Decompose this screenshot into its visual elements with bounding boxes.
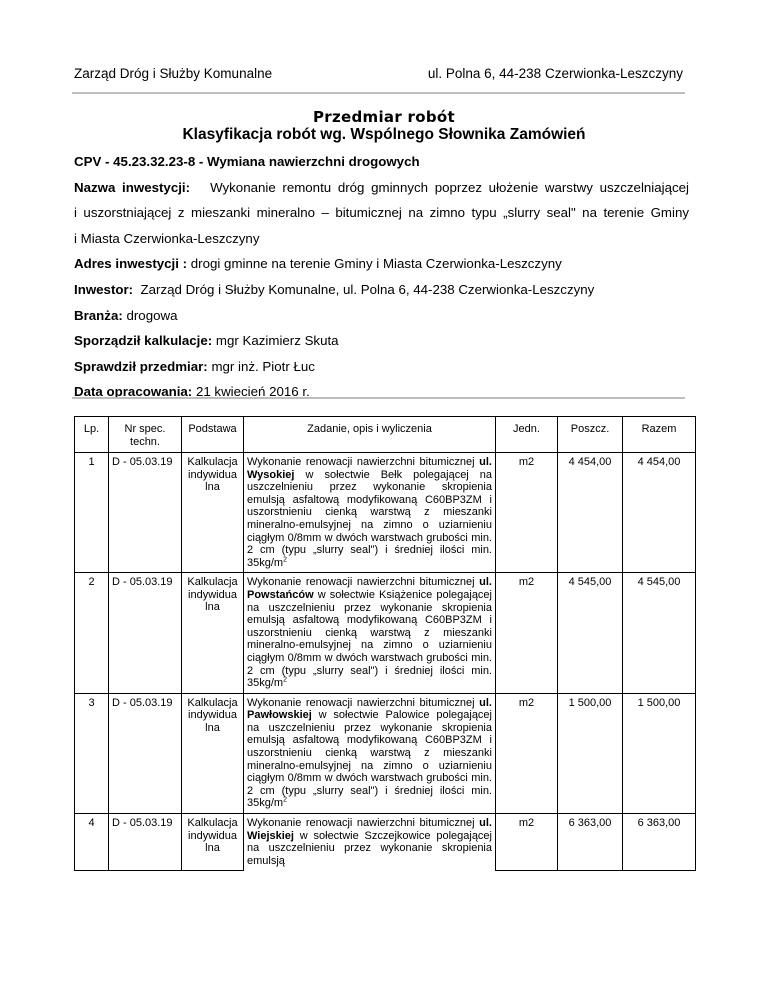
- desc-post: w sołectwie Bełk polegającej na uszczelnieniu przez wykonanie skropienia emulsją asfaltową modyfikowaną C60BP3ZM i uszorstnieniu cienką warstwą z mieszanki mineralno-emulsyjnej na zimno o uziarnieniu ciągłym 0/8mm w dwóch warstwach grubości min. 2 cm (typu „slurry seal") i średniej ilości min. 35kg/m: [247, 468, 492, 569]
- row-desc: [244, 453, 496, 573]
- items-table: [74, 416, 696, 871]
- table-header-row: [75, 417, 696, 453]
- investor-line: [74, 277, 689, 303]
- meta-divider: [72, 397, 685, 399]
- address-label: Adres inwestycji :: [74, 256, 188, 272]
- col-total: Razem: [623, 417, 696, 453]
- table-row: [75, 573, 696, 693]
- address-value: drogi gminne na terenie Gminy i Miasta Czerwionka-Leszczyny: [190, 256, 562, 272]
- row-qty: 4 454,00: [558, 453, 623, 573]
- checked-value: mgr inż. Piotr Łuc: [211, 358, 315, 374]
- desc-pre: Wykonanie renowacji nawierzchni bitumicznej: [247, 817, 480, 830]
- row-unit: m2: [496, 573, 558, 693]
- investment-label: Nazwa inwestycji:: [74, 179, 191, 195]
- header-divider: [72, 92, 685, 94]
- investment-line-1: [74, 175, 689, 201]
- desc-pre: Wykonanie renowacji nawierzchni bitumicznej: [247, 696, 480, 709]
- col-unit: Jedn.: [496, 417, 558, 453]
- row-total: 4 454,00: [623, 453, 696, 573]
- col-basis: Podstawa: [182, 417, 244, 453]
- row-desc: [244, 693, 496, 813]
- page-title: Przedmiar robót: [313, 108, 455, 126]
- row-spec: D - 05.03.19: [109, 453, 182, 573]
- prepared-value: mgr Kazimierz Skuta: [215, 333, 339, 349]
- checked-line: [74, 354, 689, 380]
- desc-street: ul. Wiejskiej: [247, 817, 492, 842]
- col-lp: Lp.: [75, 417, 109, 453]
- desc-exp: 2: [283, 796, 287, 804]
- row-total: 4 545,00: [623, 573, 696, 693]
- desc-post: w sołectwie Książenice polegającej na uszczelnieniu przez wykonanie skropienia emulsją asfaltową modyfikowaną C60BP3ZM i uszorstnieniu cienką warstwą z mieszanki mineralno-emulsyjnej na zimno o uziarnieniu ciągłym 0/8mm w dwóch warstwach grubości min. 2 cm (typu „slurry seal") i średniej ilości min. 35kg/m: [247, 588, 492, 690]
- desc-text: [247, 576, 492, 689]
- row-total: 1 500,00: [623, 693, 696, 813]
- prepared-line: [74, 328, 689, 354]
- row-spec: D - 05.03.19: [109, 693, 182, 813]
- desc-pre: Wykonanie renowacji nawierzchni bitumicznej: [247, 456, 480, 468]
- desc-text: [247, 456, 492, 569]
- header-org: Zarząd Dróg i Służby Komunalne: [74, 66, 273, 81]
- row-lp: 4: [75, 814, 109, 871]
- branch-label: Branża:: [74, 307, 123, 323]
- row-lp: 1: [75, 453, 109, 573]
- row-spec: D - 05.03.19: [109, 573, 182, 693]
- header-address: ul. Polna 6, 44-238 Czerwionka-Leszczyny: [427, 66, 683, 81]
- prepared-label: Sporządził kalkulacje:: [74, 333, 213, 349]
- table-row: [75, 693, 696, 813]
- desc-post: w sołectwie Szczejkowice polegającej na uszczelnieniu przez wykonanie skropienia emulsją: [247, 829, 492, 867]
- row-basis: Kalkulacja indywidua lna: [182, 573, 244, 693]
- investor-label: Inwestor:: [74, 281, 134, 297]
- branch-line: [74, 303, 689, 329]
- row-basis: Kalkulacja indywidua lna: [182, 814, 244, 871]
- page-subtitle: Klasyfikacja robót wg. Wspólnego Słownika Zamówień: [182, 126, 586, 143]
- date-value: 21 kwiecień 2016 r.: [195, 384, 310, 400]
- row-basis: Kalkulacja indywidua lna: [182, 453, 244, 573]
- date-line: [74, 379, 689, 405]
- table-row: [75, 814, 696, 871]
- row-lp: 2: [75, 573, 109, 693]
- address-line: [74, 251, 689, 277]
- desc-exp: 2: [283, 676, 287, 684]
- row-unit: m2: [496, 693, 558, 813]
- desc-text: [247, 697, 492, 810]
- col-qty: Poszcz.: [558, 417, 623, 453]
- row-desc: [244, 573, 496, 693]
- desc-text: [247, 817, 492, 867]
- row-qty: 6 363,00: [558, 814, 623, 871]
- row-unit: m2: [496, 453, 558, 573]
- investment-value-1: Wykonanie remontu dróg gminnych poprzez ułożenie warstwy uszczelniającej: [210, 179, 689, 195]
- table-row: [75, 453, 696, 573]
- desc-street: ul. Wysokiej: [247, 456, 492, 481]
- investor-value: Zarząd Dróg i Służby Komunalne, ul. Polna 6, 44-238 Czerwionka-Leszczyny: [140, 281, 595, 297]
- desc-pre: Wykonanie renowacji nawierzchni bitumicznej: [247, 576, 480, 589]
- row-unit: m2: [496, 814, 558, 871]
- meta-block: [74, 149, 689, 405]
- row-qty: 4 545,00: [558, 573, 623, 693]
- investment-line-3: i Miasta Czerwionka-Leszczyny: [74, 230, 260, 246]
- col-desc: Zadanie, opis i wyliczenia: [244, 417, 496, 453]
- col-spec: Nr spec. techn.: [109, 417, 182, 453]
- cpv-line: CPV - 45.23.32.23-8 - Wymiana nawierzchni drogowych: [74, 154, 420, 169]
- desc-street: ul. Pawłowskiej: [247, 696, 492, 722]
- desc-street: ul. Powstańców: [247, 576, 492, 601]
- row-basis: Kalkulacja indywidua lna: [182, 693, 244, 813]
- date-label: Data opracowania:: [74, 384, 193, 400]
- branch-value: drogowa: [126, 307, 178, 323]
- row-spec: D - 05.03.19: [109, 814, 182, 871]
- investment-line-2: i uszorstniającej z mieszanki mineralno – bitumicznej na zimno typu „slurry seal" na terenie Gminy: [74, 205, 689, 221]
- row-total: 6 363,00: [623, 814, 696, 871]
- desc-post: w sołectwie Palowice polegającej na uszczelnieniu przez wykonanie skropienia emulsją asfaltową modyfikowaną C60BP3ZM i uszorstnieniu cienką warstwą z mieszanki mineralno-emulsyjnej na zimno o uziarnieniu ciągłym 0/8mm w dwóch warstwach grubości min. 2 cm (typu „slurry seal") i średniej ilości min. 35kg/m: [247, 709, 492, 810]
- checked-label: Sprawdził przedmiar:: [74, 358, 208, 374]
- row-lp: 3: [75, 693, 109, 813]
- row-desc: [244, 814, 496, 871]
- desc-exp: 2: [283, 556, 287, 564]
- row-qty: 1 500,00: [558, 693, 623, 813]
